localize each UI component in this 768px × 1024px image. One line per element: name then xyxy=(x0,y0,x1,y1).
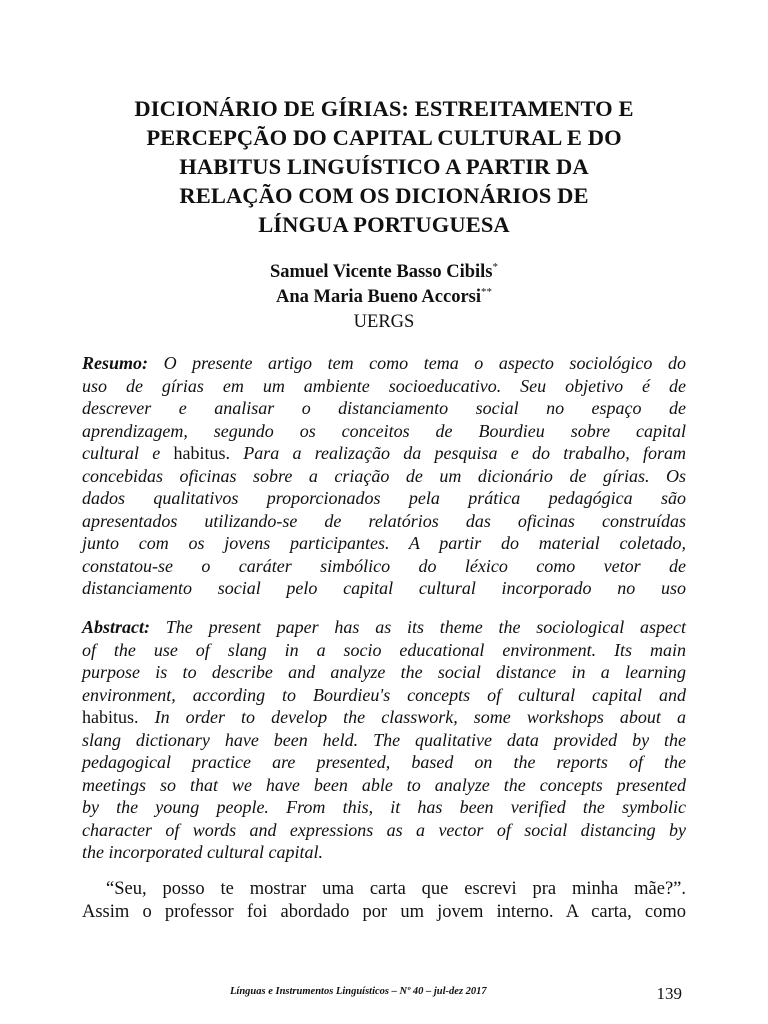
resumo-section xyxy=(82,352,686,600)
body-line: “Seu, posso te mostrar uma carta que escrevi pra minha mãe?”. xyxy=(106,879,686,899)
abstract-line: the incorporated cultural capital. xyxy=(82,842,323,862)
author-block xyxy=(84,260,684,335)
footnote-mark: ** xyxy=(481,286,493,298)
page-footer xyxy=(82,984,686,1004)
body-paragraph xyxy=(82,878,686,924)
abstract-line: of the use of slang in a socio educational environment. Its main xyxy=(82,639,686,660)
institution: UERGS xyxy=(353,312,415,332)
abstract-line xyxy=(82,616,686,639)
resumo-line: dados qualitativos proporcionados pela prática pedagógica são xyxy=(82,488,686,508)
resumo-line: aprendizagem, segundo os conceitos de Bourdieu sobre capital xyxy=(82,420,686,441)
resumo-line: constatou-se o caráter simbólico do léxico como vetor de xyxy=(82,555,686,576)
resumo-text: Para a realização da pesquisa e do trabalho, foram xyxy=(243,443,687,463)
title-line: LÍNGUA PORTUGUESA xyxy=(258,212,510,237)
abstract-line: character of words and expressions as a vector of social distancing by xyxy=(82,819,686,840)
abstract-line: environment, according to Bourdieu's concepts of cultural capital and xyxy=(82,684,686,705)
author-name: Ana Maria Bueno Accorsi xyxy=(275,287,482,307)
resumo-line: uso de gírias em um ambiente socioeducativo. Seu objetivo é de xyxy=(82,375,686,396)
habitus-term: habitus. xyxy=(173,443,230,463)
resumo-line: distanciamento social pelo capital cultural incorporado no uso xyxy=(82,578,686,598)
resumo-line: apresentados utilizando-se de relatórios das oficinas construídas xyxy=(82,510,686,531)
author-1 xyxy=(84,260,684,285)
resumo-label: Resumo: xyxy=(82,353,149,373)
journal-citation: Línguas e Instrumentos Linguísticos – Nº 40 – jul-dez 2017 xyxy=(230,986,487,997)
resumo-line: concebidas oficinas sobre a criação de um dicionário de gírias. Os xyxy=(82,465,686,486)
abstract-line: pedagogical practice are presented, based on the reports of the xyxy=(82,752,686,772)
author-2 xyxy=(84,285,684,310)
author-name: Samuel Vicente Basso Cibils xyxy=(269,262,493,282)
resumo-text: cultural e xyxy=(82,443,161,463)
abstract-section xyxy=(82,616,686,864)
title-line: DICIONÁRIO DE GÍRIAS: ESTREITAMENTO E xyxy=(134,96,634,121)
abstract-line: by the young people. From this, it has been verified the symbolic xyxy=(82,797,686,817)
habitus-term: habitus. xyxy=(82,707,139,727)
abstract-line: meetings so that we have been able to analyze the concepts presented xyxy=(82,774,686,795)
abstract-line: purpose is to describe and analyze the social distance in a learning xyxy=(82,662,686,682)
abstract-text: The present paper has as its theme the sociological aspect xyxy=(165,617,687,637)
abstract-line: slang dictionary have been held. The qualitative data provided by the xyxy=(82,729,686,750)
resumo-text: O presente artigo tem como tema o aspecto sociológico do xyxy=(163,353,686,373)
page-number: 139 xyxy=(656,984,682,1003)
resumo-line: junto com os jovens participantes. A partir do material coletado, xyxy=(82,533,686,553)
abstract-text: In order to develop the classwork, some workshops about a xyxy=(154,707,686,727)
resumo-line: descrever e analisar o distanciamento social no espaço de xyxy=(82,398,686,418)
abstract-label: Abstract: xyxy=(82,617,151,637)
article-title xyxy=(84,94,684,239)
resumo-line xyxy=(82,352,686,375)
body-line: Assim o professor foi abordado por um jovem interno. A carta, como xyxy=(82,902,686,922)
title-line: HABITUS LINGUÍSTICO A PARTIR DA xyxy=(179,154,589,179)
title-line: PERCEPÇÃO DO CAPITAL CULTURAL E DO xyxy=(146,125,622,150)
footnote-mark: * xyxy=(492,261,499,273)
resumo-line xyxy=(82,442,686,465)
title-line: RELAÇÃO COM OS DICIONÁRIOS DE xyxy=(179,183,589,208)
abstract-line xyxy=(82,706,686,729)
